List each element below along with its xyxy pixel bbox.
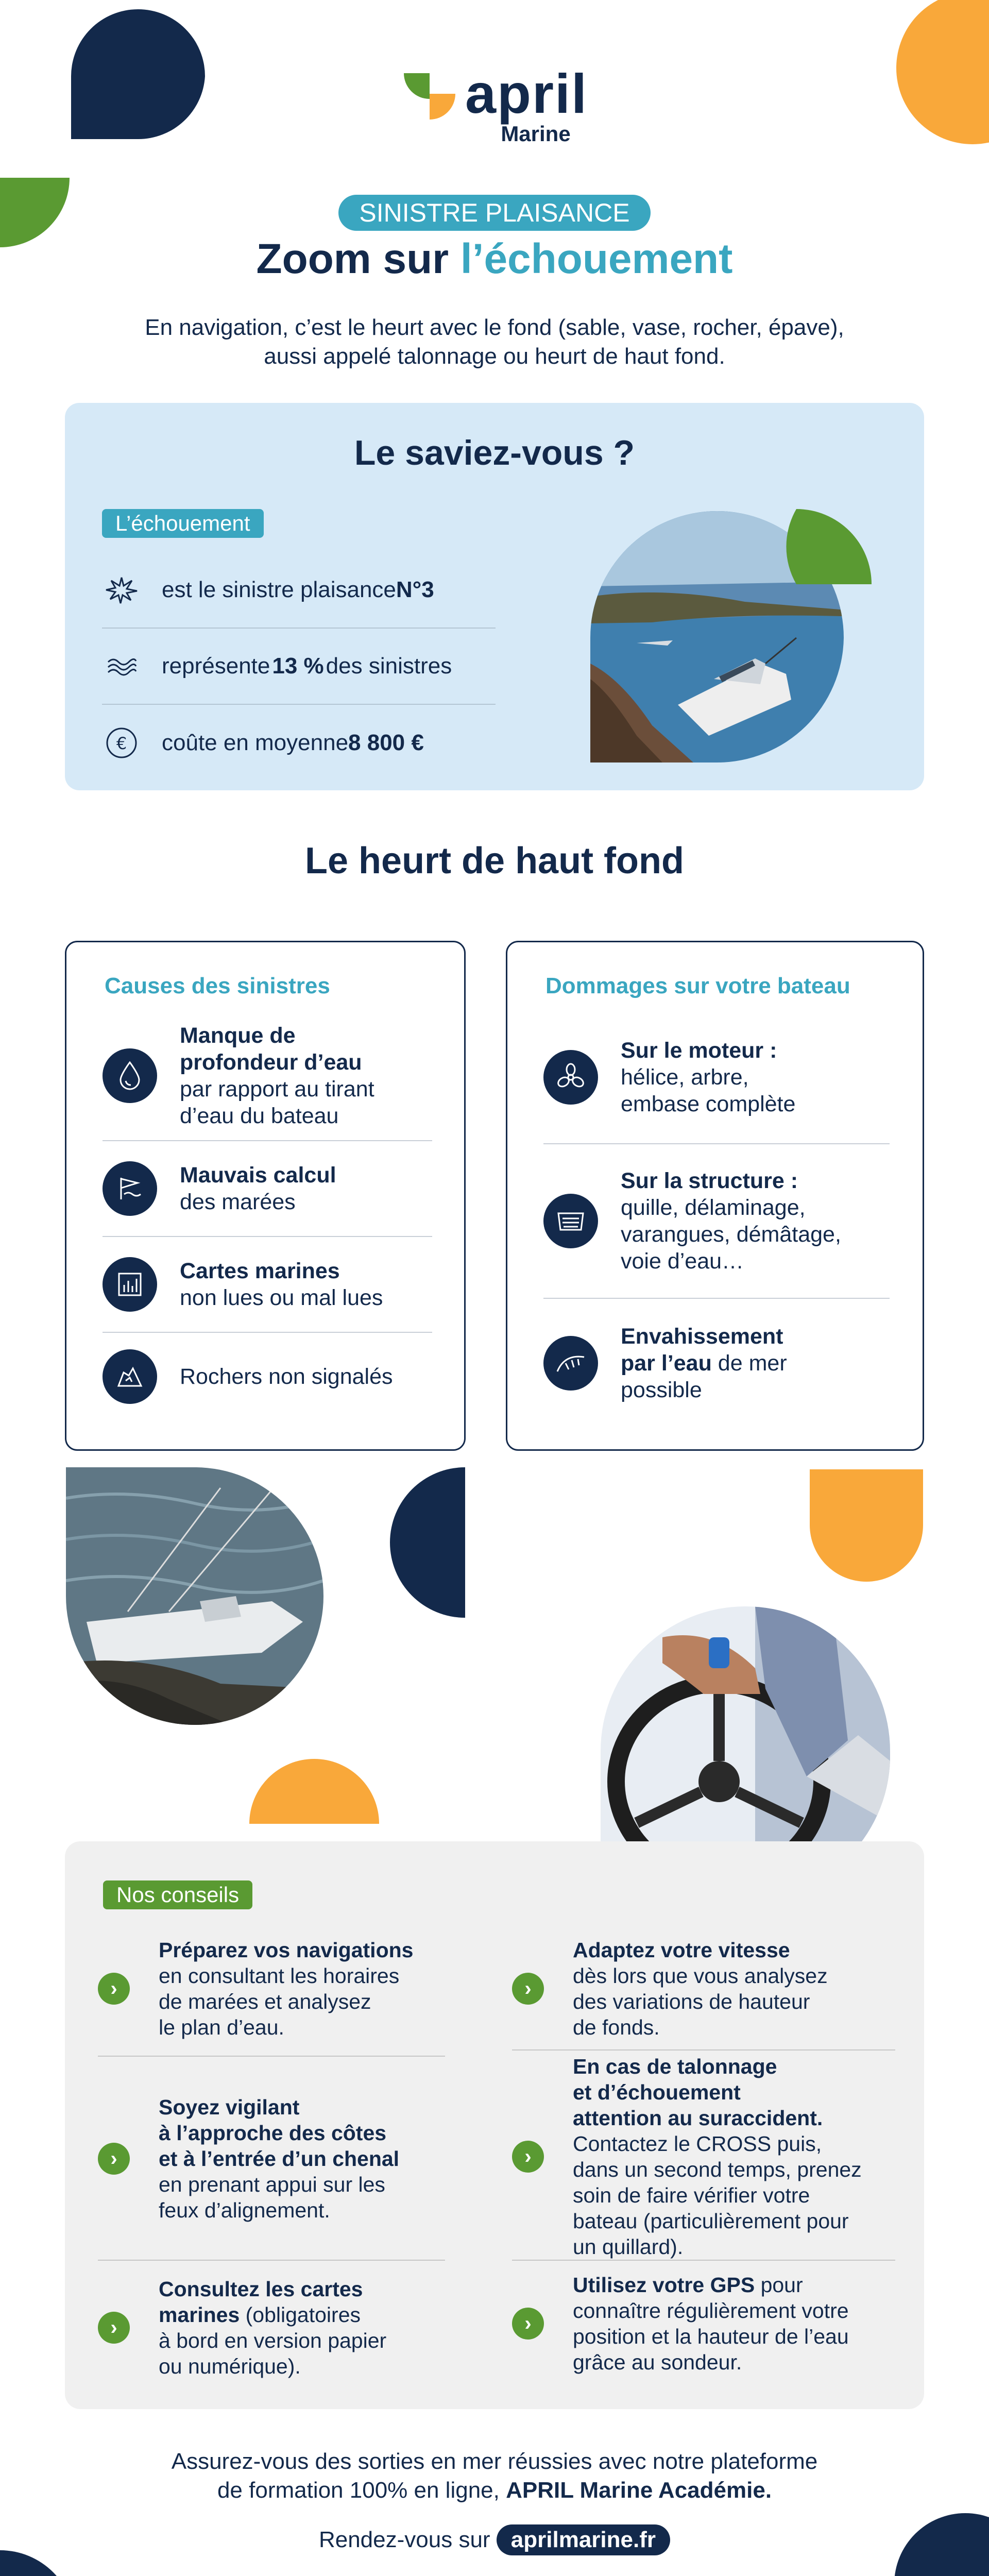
category-pill-wrap bbox=[0, 195, 989, 231]
footer-cta: Rendez-vous sur aprilmarine.fr bbox=[0, 2524, 989, 2555]
propeller-icon bbox=[543, 1050, 598, 1105]
damage-item: Sur la structure : quille, délaminage, varangues, démâtage, voie d’eau… bbox=[543, 1144, 890, 1299]
section-title-haut-fond: Le heurt de haut fond bbox=[305, 840, 684, 882]
causes-title: Causes des sinistres bbox=[105, 973, 330, 998]
chevron-right-icon: › bbox=[98, 2143, 130, 2175]
page-title bbox=[0, 235, 989, 283]
advice-item: › Utilisez votre GPS pour connaître régulièrement votre position et la hauteur de l’eau grâce au sondeur. bbox=[512, 2267, 849, 2380]
capsized-sailboat-photo bbox=[66, 1467, 323, 1725]
divider bbox=[98, 2056, 445, 2057]
tide-flag-icon bbox=[103, 1161, 157, 1216]
euro-icon bbox=[102, 723, 141, 762]
brand-name: april bbox=[465, 62, 588, 125]
hull-icon bbox=[543, 1194, 598, 1248]
category-pill: SINISTRE PLAISANCE bbox=[338, 195, 650, 231]
green-leaf-shape bbox=[786, 509, 872, 584]
advice-item: › Préparez vos navigations en consultant les horaires de marées et analysez le plan d’eau. bbox=[98, 1932, 413, 2045]
intro-text bbox=[0, 313, 989, 371]
orange-leaf-shape bbox=[810, 1469, 923, 1582]
advice-item: › Consultez les cartes marines (obligatoires à bord en version papier ou numérique). bbox=[98, 2271, 386, 2384]
waves-icon bbox=[102, 647, 141, 686]
navy-half-circle-shape bbox=[390, 1467, 465, 1618]
chart-icon bbox=[103, 1257, 157, 1312]
chevron-right-icon: › bbox=[512, 2308, 544, 2340]
stranded-boat-photo bbox=[590, 509, 872, 762]
causes-card bbox=[65, 941, 466, 1451]
chevron-right-icon: › bbox=[98, 2312, 130, 2344]
cause-item: Cartes marines non lues ou mal lues bbox=[103, 1237, 432, 1333]
advice-tag: Nos conseils bbox=[103, 1880, 252, 1909]
advice-item: › Soyez vigilant à l’approche des côtes et à l’entrée d’un chenal en prenant appui sur les feux d’alignement. bbox=[98, 2081, 399, 2236]
damages-card bbox=[506, 941, 924, 1451]
stat-row: est le sinistre plaisance N°3 bbox=[102, 552, 496, 629]
divider bbox=[512, 2049, 895, 2050]
intro-line: En navigation, c’est le heurt avec le fond (sable, vase, rocher, épave), bbox=[145, 315, 844, 340]
title-accent: l’échouement bbox=[460, 235, 733, 282]
cause-item: Rochers non signalés bbox=[103, 1333, 432, 1420]
brand-sub: Marine bbox=[501, 122, 571, 146]
advice-item: › En cas de talonnage et d’échouement attention au suraccident. Contactez le CROSS puis, dans un second temps, prenez soin de faire vérifier votre bateau (particulièrement pour un quillard). bbox=[512, 2059, 862, 2255]
rock-icon bbox=[103, 1349, 157, 1404]
divider bbox=[98, 2260, 445, 2261]
footer-text: Assurez-vous des sorties en mer réussies avec notre plateforme de formation 100% en ligne, APRIL Marine Académie. bbox=[171, 2449, 818, 2503]
did-you-know-tag: L’échouement bbox=[102, 509, 264, 538]
cause-item: Mauvais calcul des marées bbox=[103, 1141, 432, 1237]
damages-title: Dommages sur votre bateau bbox=[545, 973, 850, 998]
divider bbox=[512, 2260, 895, 2261]
flood-icon bbox=[543, 1336, 598, 1391]
website-link[interactable]: aprilmarine.fr bbox=[497, 2524, 670, 2555]
stats-list bbox=[102, 552, 496, 781]
svg-text:€: € bbox=[116, 734, 127, 753]
title-part1: Zoom sur bbox=[256, 235, 461, 282]
damage-item: Sur le moteur : hélice, arbre, embase complète bbox=[543, 1011, 890, 1144]
header-logo bbox=[0, 62, 989, 146]
chevron-right-icon: › bbox=[98, 1973, 130, 2005]
damage-item: Envahissement par l’eau de mer possible bbox=[543, 1299, 890, 1428]
stat-row: € coûte en moyenne 8 800 € bbox=[102, 705, 496, 781]
stat-row: représente 13 % des sinistres bbox=[102, 629, 496, 705]
intro-line: aussi appelé talonnage ou heurt de haut fond. bbox=[264, 344, 725, 369]
water-drop-icon bbox=[103, 1048, 157, 1103]
cause-item: Manque de profondeur d’eau par rapport au tirant d’eau du bateau bbox=[103, 1011, 432, 1141]
chevron-right-icon: › bbox=[512, 1973, 544, 2005]
advice-item: › Adaptez votre vitesse dès lors que vous analysez des variations de hauteur de fonds. bbox=[512, 1932, 828, 2045]
orange-half-circle-shape bbox=[249, 1759, 379, 1824]
april-leaf-logo-icon bbox=[401, 68, 458, 120]
chevron-right-icon: › bbox=[512, 2141, 544, 2173]
did-you-know-title: Le saviez-vous ? bbox=[354, 433, 635, 472]
collision-icon bbox=[102, 570, 141, 609]
